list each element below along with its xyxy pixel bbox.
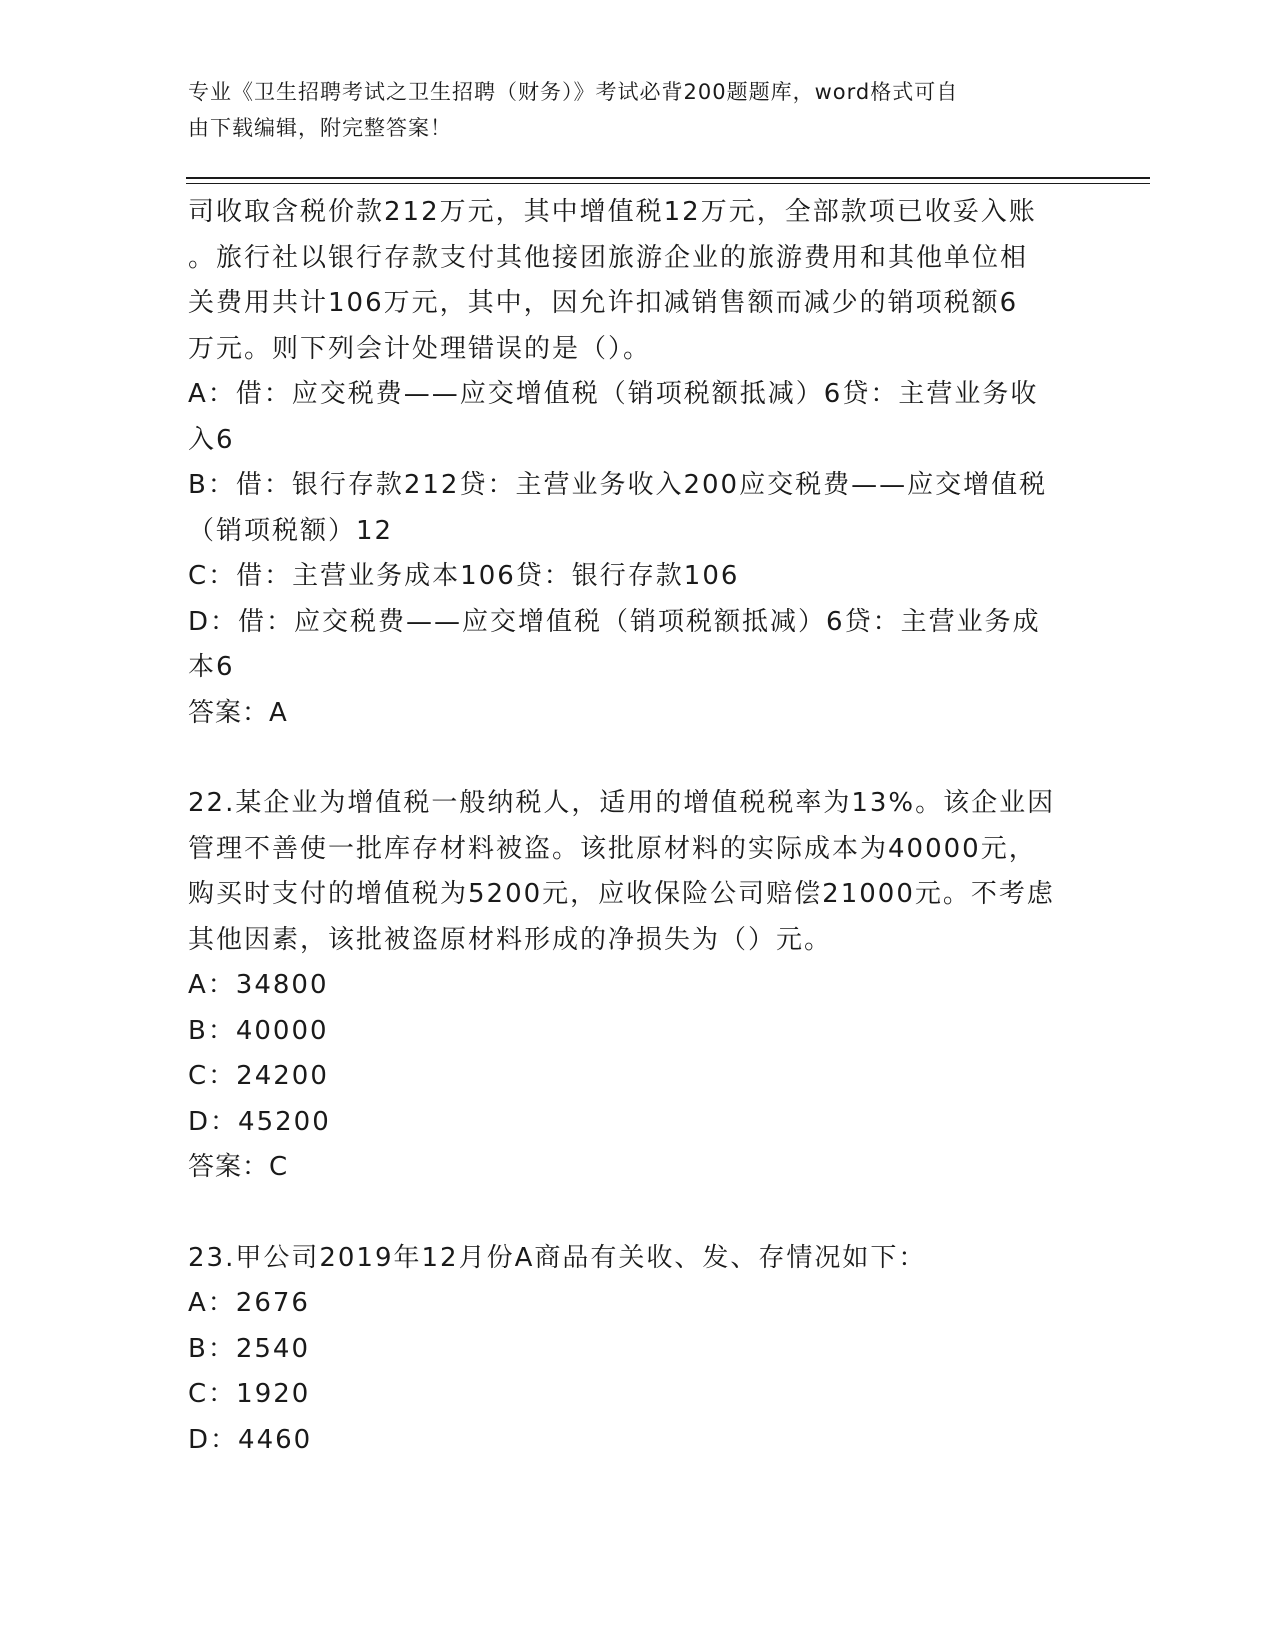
header-title-line-2: 由下载编辑，附完整答案！ (188, 116, 452, 140)
question-22-option-a: A：34800 (188, 970, 329, 1000)
question-21-stem-line-3: 关费用共计106万元，其中，因允许扣减销售额而减少的销项税额6 (188, 288, 1019, 318)
question-23-option-a: A：2676 (188, 1288, 310, 1318)
question-23-stem: 23.甲公司2019年12月份A商品有关收、发、存情况如下： (188, 1242, 927, 1273)
header-title-line-1: 专业《卫生招聘考试之卫生招聘（财务）》考试必背200题题库，word格式可自 (188, 80, 959, 104)
document-header (188, 74, 1068, 146)
question-21-option-c: C：借：主营业务成本106贷：银行存款106 (188, 561, 740, 591)
question-21-option-d-line-1: D：借：应交税费——应交增值税（销项税额抵减）6贷：主营业务成 (188, 606, 1041, 637)
header-divider-thick (186, 177, 1150, 179)
question-23-option-b: B：2540 (188, 1333, 311, 1364)
question-22-option-d: D：45200 (188, 1106, 331, 1137)
question-21-option-a-line-2: 入6 (188, 424, 235, 455)
question-22-option-b: B：40000 (188, 1015, 329, 1046)
question-22 (188, 781, 1088, 1191)
question-21-option-b-line-2: （销项税额）12 (188, 515, 394, 546)
question-22-stem-line-4: 其他因素，该批被盗原材料形成的净损失为（）元。 (188, 924, 833, 955)
question-22-option-c: C：24200 (188, 1061, 329, 1091)
question-21 (188, 190, 1088, 736)
question-23-option-c: C：1920 (188, 1379, 311, 1409)
question-21-option-d-line-2: 本6 (188, 652, 235, 682)
question-21-option-a-line-1: A：借：应交税费——应交增值税（销项税额抵减）6贷：主营业务收 (188, 379, 1039, 409)
document-body (188, 190, 1088, 1463)
question-22-stem-line-2: 管理不善使一批库存材料被盗。该批原材料的实际成本为40000元， (188, 833, 1037, 864)
question-22-answer: 答案：C (188, 1152, 289, 1182)
question-spacer (188, 736, 1088, 781)
question-21-stem-line-2: 。旅行社以银行存款支付其他接团旅游企业的旅游费用和其他单位相 (188, 242, 1029, 273)
question-21-option-b-line-1: B：借：银行存款212贷：主营业务收入200应交税费——应交增值税 (188, 470, 1048, 500)
question-21-stem-line-1: 司收取含税价款212万元，其中增值税12万元，全部款项已收妥入账 (188, 197, 1037, 227)
question-23 (188, 1236, 1088, 1464)
question-22-stem-line-1: 22.某企业为增值税一般纳税人，适用的增值税税率为13%。该企业因 (188, 788, 1056, 818)
header-divider-thin (186, 183, 1150, 184)
question-21-stem-line-4: 万元。则下列会计处理错误的是（）。 (188, 333, 652, 364)
question-21-answer: 答案：A (188, 697, 288, 728)
question-22-stem-line-3: 购买时支付的增值税为5200元，应收保险公司赔偿21000元。不考虑 (188, 879, 1055, 909)
question-spacer (188, 1191, 1088, 1236)
question-23-option-d: D：4460 (188, 1424, 313, 1455)
